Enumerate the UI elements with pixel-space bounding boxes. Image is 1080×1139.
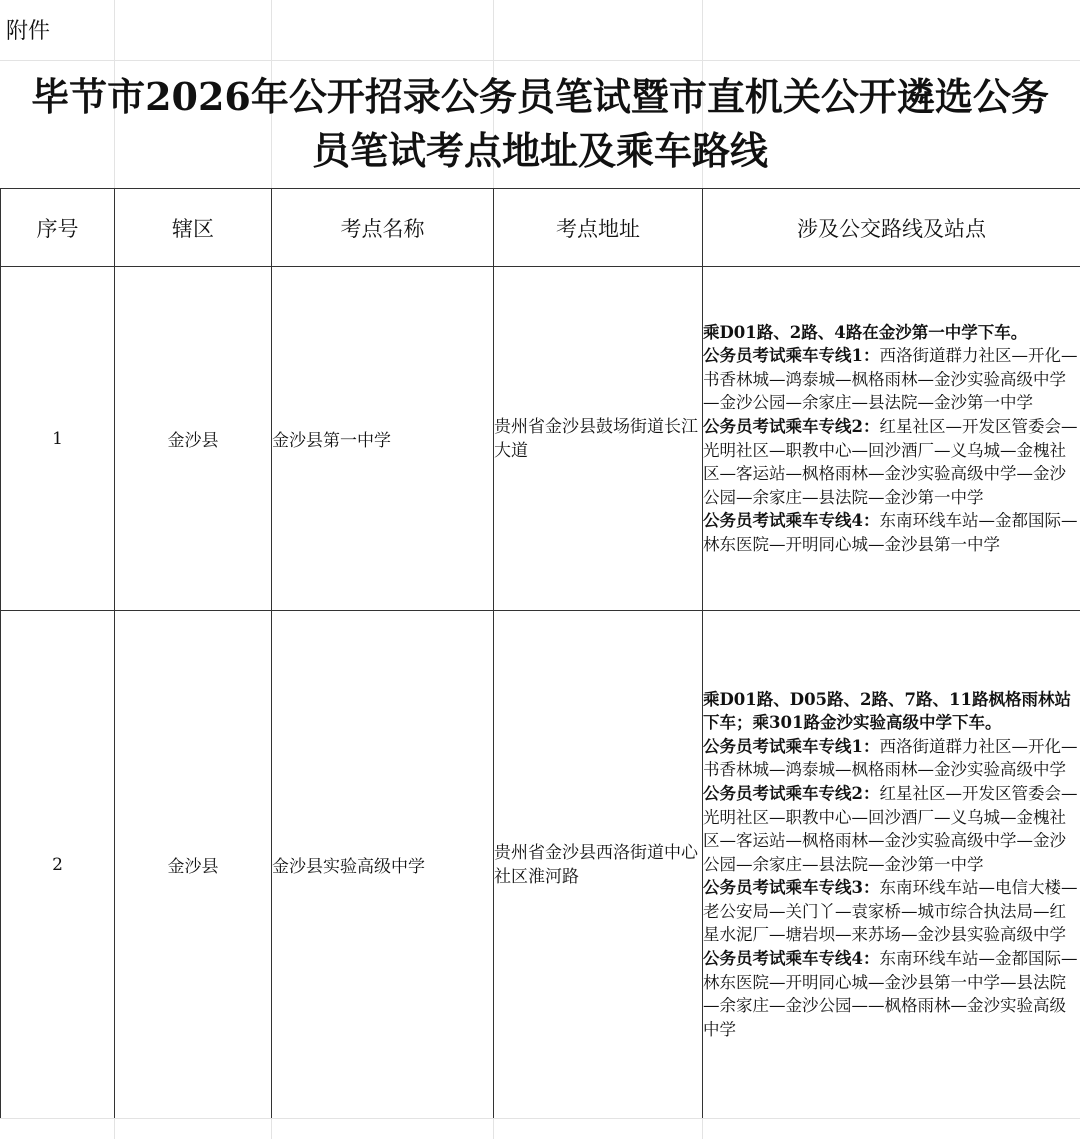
route-head: 公务员考试乘车专线2： [703,416,880,436]
cell-address: 贵州省金沙县西洛街道中心社区淮河路 [494,611,703,1119]
gridline [271,1118,272,1139]
route-body: 西洛街道群力社区—开化—书香林城—鸿泰城—枫格雨林—金沙实验高级中学—金沙公园—余家庄—县法院—金沙第一中学 [703,346,1078,413]
routes-lead: 乘D01路、D05路、2路、7路、11路枫格雨林站下车；乘301路金沙实验高级中学下车。 [703,689,1071,733]
route-body: 东南环线车站—电信大楼—老公安局—关门丫—袁家桥—城市综合执法局—红星水泥厂—塘岩坝—来苏场—金沙县实验高级中学 [703,878,1078,945]
route-line [703,415,1080,509]
route-body: 东南环线车站—金都国际—林东医院—开明同心城—金沙县第一中学 [703,511,1078,554]
title-line-1: 毕节市2026年公开招录公务员笔试暨市直机关公开遴选公务 [31,74,1049,119]
gridline [0,1118,1080,1119]
gridline [493,1118,494,1139]
route-line [703,344,1080,415]
gridline [114,1118,115,1139]
cell-no: 2 [1,611,115,1119]
header-no: 序号 [1,189,115,267]
route-head: 公务员考试乘车专线4： [703,949,880,969]
page-title [0,70,1080,178]
route-body: 红星社区—开发区管委会—光明社区—职教中心—回沙酒厂—义乌城—金槐社区—客运站—枫格雨林—金沙实验高级中学—金沙公园—余家庄—县法院—金沙第一中学 [703,783,1078,874]
route-line [703,782,1080,876]
routes-lead: 乘D01路、2路、4路在金沙第一中学下车。 [703,322,1028,342]
cell-routes [703,611,1080,1119]
route-head: 公务员考试乘车专线1： [703,346,880,366]
route-body: 红星社区—开发区管委会—光明社区—职教中心—回沙酒厂—义乌城—金槐社区—客运站—枫格雨林—金沙实验高级中学—金沙公园—余家庄—县法院—金沙第一中学 [703,416,1078,507]
route-line [703,509,1080,556]
cell-no: 1 [1,267,115,611]
table-row [1,611,1080,1119]
route-head: 公务员考试乘车专线4： [703,511,880,531]
header-district: 辖区 [115,189,272,267]
exam-site-table [0,188,1080,1119]
gridline [0,60,1080,61]
cell-site-name: 金沙县第一中学 [272,267,494,611]
route-body: 西洛街道群力社区—开化—书香林城—鸿泰城—枫格雨林—金沙实验高级中学 [703,736,1078,780]
route-line [703,735,1080,782]
table-row [1,267,1080,611]
header-address: 考点地址 [494,189,703,267]
route-line [703,876,1080,947]
attachment-label: 附件 [6,19,51,44]
route-line [703,947,1080,1041]
cell-routes [703,267,1080,611]
cell-district: 金沙县 [115,267,272,611]
route-body: 东南环线车站—金都国际—林东医院—开明同心城—金沙县第一中学—县法院—余家庄—金沙公园——枫格雨林—金沙实验高级中学 [703,949,1078,1039]
table-header-row [1,189,1080,267]
route-head: 公务员考试乘车专线1： [703,736,880,756]
title-line-2: 员笔试考点地址及乘车路线 [311,128,768,173]
cell-district: 金沙县 [115,611,272,1119]
route-head: 公务员考试乘车专线3： [703,878,880,898]
cell-site-name: 金沙县实验高级中学 [272,611,494,1119]
header-site-name: 考点名称 [272,189,494,267]
route-head: 公务员考试乘车专线2： [703,783,880,803]
cell-address: 贵州省金沙县鼓场街道长江大道 [494,267,703,611]
header-routes: 涉及公交路线及站点 [703,189,1080,267]
gridline [702,1118,703,1139]
